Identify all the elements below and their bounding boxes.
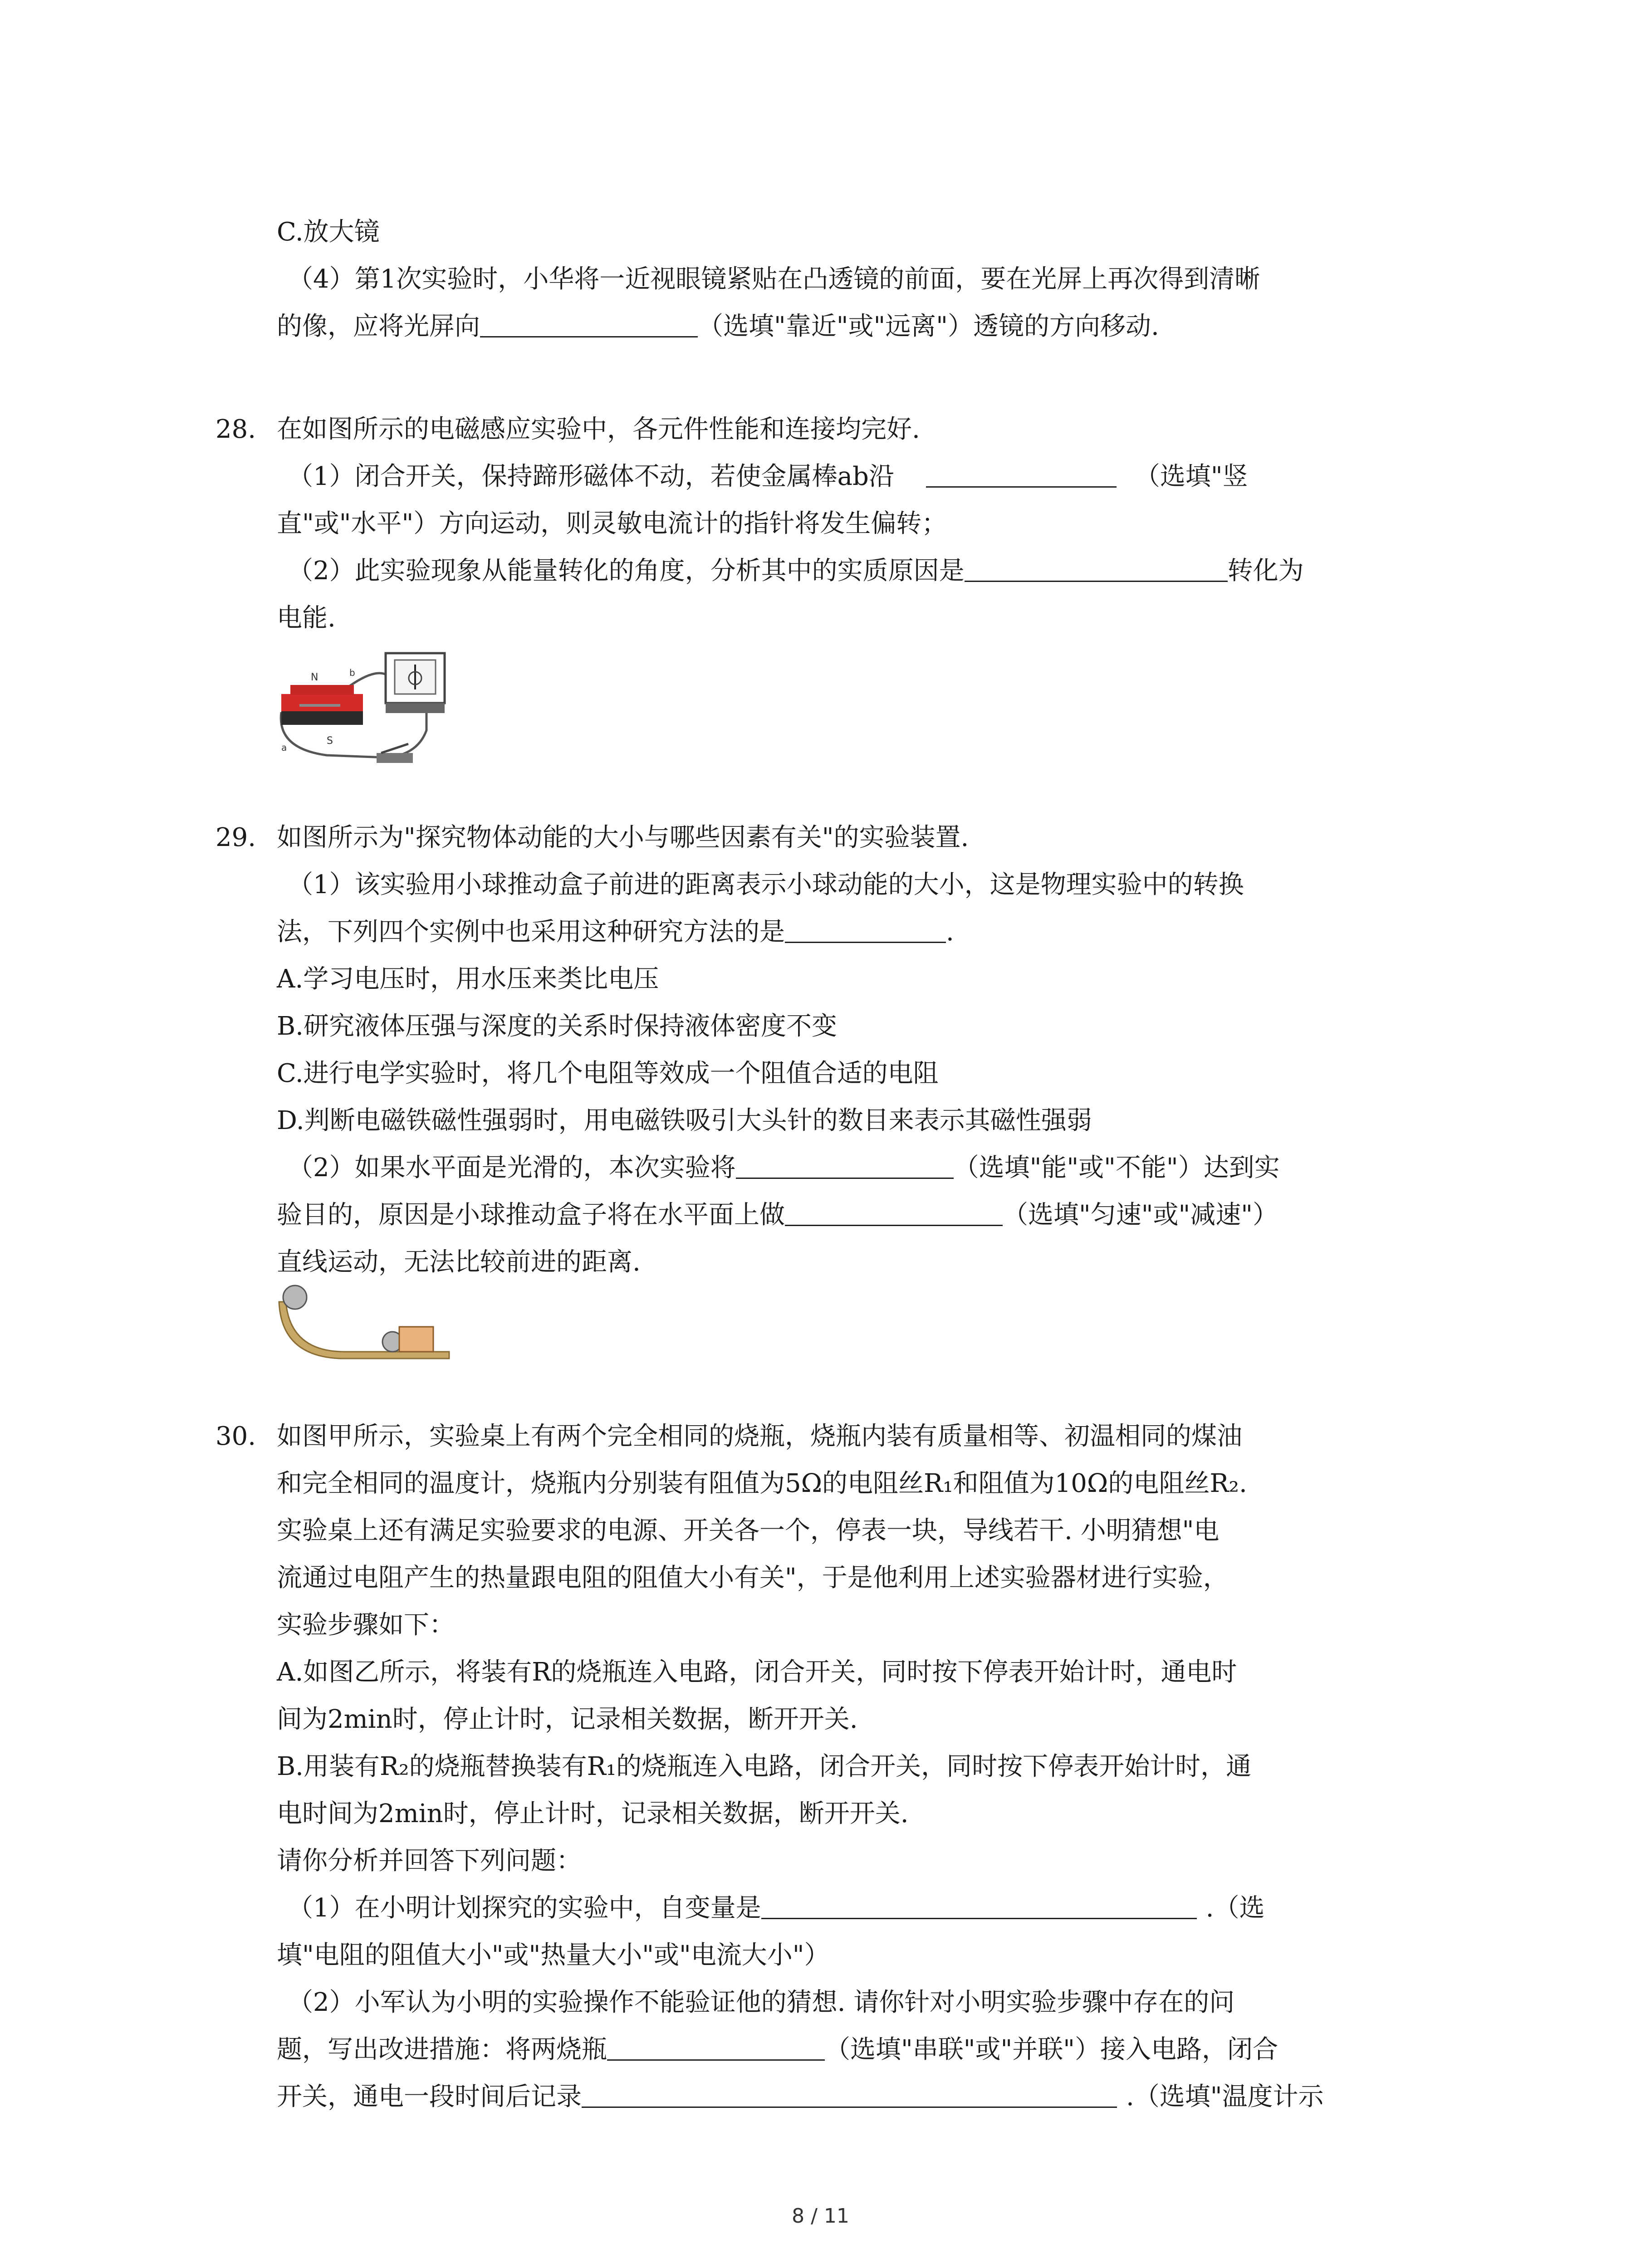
q28-part1-line2: 直"或"水平"）方向运动，则灵敏电流计的指针将发生偏转； bbox=[277, 509, 947, 538]
answer-blank[interactable] bbox=[965, 553, 1228, 582]
q29-option-a: A.学习电压时，用水压来类比电压 bbox=[277, 964, 659, 994]
q30-step-a2: 间为2min时，停止计时，记录相关数据，断开开关. bbox=[277, 1705, 858, 1734]
answer-blank[interactable] bbox=[785, 1198, 1003, 1226]
switch bbox=[377, 753, 413, 763]
answer-blank[interactable] bbox=[926, 459, 1117, 488]
answer-blank[interactable] bbox=[582, 2079, 1117, 2108]
q28-part1-line1: （1）闭合开关，保持蹄形磁体不动，若使金属棒ab沿 （选填"竖 bbox=[277, 453, 1304, 500]
q29-part2-line2: 验目的，原因是小球推动盒子将在水平面上做 （选填"匀速"或"减速"） bbox=[277, 1192, 1280, 1239]
magnet-south-pole bbox=[281, 711, 363, 725]
q30-part2-line3: 开关，通电一段时间后记录 .（选填"温度计示 bbox=[277, 2073, 1324, 2121]
q30-part2-line2: 题，写出改进措施：将两烧瓶 （选填"串联"或"并联"）接入电路，闭合 bbox=[277, 2026, 1324, 2073]
question-28 bbox=[216, 406, 1304, 642]
q27-part4-line1: （4）第1次实验时，小华将一近视眼镜紧贴在凸透镜的前面，要在光屏上再次得到清晰 bbox=[288, 264, 1260, 294]
top-section bbox=[277, 209, 1260, 350]
answer-blank[interactable] bbox=[480, 309, 698, 337]
answer-blank[interactable] bbox=[736, 1150, 954, 1179]
option-c: C.放大镜 bbox=[277, 217, 380, 247]
svg-text:b: b bbox=[349, 667, 355, 678]
q29-option-b: B.研究液体压强与深度的关系时保持液体密度不变 bbox=[277, 1012, 837, 1041]
q28-part2-line2: 电能. bbox=[277, 603, 336, 633]
question-30 bbox=[216, 1413, 1324, 2121]
q29-option-c: C.进行电学实验时，将几个电阻等效成一个阻值合适的电阻 bbox=[277, 1059, 939, 1088]
q30-line2: 和完全相同的温度计，烧瓶内分别装有阻值为5Ω的电阻丝R₁和阻值为10Ω的电阻丝R₂. bbox=[277, 1469, 1247, 1498]
q29-part1-line2: 法，下列四个实例中也采用这种研究方法的是 . bbox=[277, 909, 1280, 956]
q30-step-b1: B.用装有R₂的烧瓶替换装有R₁的烧瓶连入电路，闭合开关，同时按下停表开始计时，通 bbox=[277, 1752, 1252, 1781]
answer-blank[interactable] bbox=[607, 2032, 825, 2061]
q30-part1-line2: 填"电阻的阻值大小"或"热量大小"或"电流大小"） bbox=[277, 1941, 830, 1970]
magnet-north-pole bbox=[281, 694, 363, 712]
question-29 bbox=[216, 814, 1280, 1286]
q29-part2-line3: 直线运动，无法比较前进的距离. bbox=[277, 1247, 641, 1277]
q30-line3: 实验桌上还有满足实验要求的电源、开关各一个，停表一块，导线若干. 小明猜想"电 bbox=[277, 1516, 1220, 1545]
q30-line4: 流通过电阻产生的热量跟电阻的阻值大小有关"，于是他利用上述实验器材进行实验， bbox=[277, 1563, 1229, 1593]
ball bbox=[283, 1286, 307, 1309]
page-number: 8 / 11 bbox=[792, 2204, 849, 2228]
q29-part1-line1: （1）该实验用小球推动盒子前进的距离表示小球动能的大小，这是物理实验中的转换 bbox=[288, 870, 1244, 899]
q30-part2-line1: （2）小军认为小明的实验操作不能验证他的猜想. 请你针对小明实验步骤中存在的问 bbox=[288, 1988, 1235, 2017]
kinetic-energy-figure bbox=[272, 1284, 454, 1365]
q29-stem: 29. 如图所示为"探究物体动能的大小与哪些因素有关"的实验装置. bbox=[216, 823, 969, 852]
q27-part4-line2: 的像，应将光屏向 （选填"靠近"或"远离"）透镜的方向移动. bbox=[277, 303, 1260, 350]
q30-line5: 实验步骤如下： bbox=[277, 1610, 455, 1640]
q28-part2-line1: （2）此实验现象从能量转化的角度，分析其中的实质原因是 转化为 bbox=[277, 547, 1304, 595]
q30-part1-line1: （1）在小明计划探究的实验中，自变量是 .（选 bbox=[277, 1885, 1324, 1932]
electromagnetic-induction-figure bbox=[272, 644, 454, 780]
q30-step-b2: 电时间为2min时，停止计时，记录相关数据，断开开关. bbox=[277, 1799, 909, 1828]
svg-text:S: S bbox=[327, 735, 333, 747]
answer-blank[interactable] bbox=[785, 914, 946, 943]
q30-ask: 请你分析并回答下列问题： bbox=[277, 1846, 582, 1876]
q28-stem: 28. 在如图所示的电磁感应实验中，各元件性能和连接均完好. bbox=[216, 415, 920, 444]
q29-part2-line1: （2）如果水平面是光滑的，本次实验将 （选填"能"或"不能"）达到实 bbox=[277, 1144, 1280, 1192]
box bbox=[399, 1327, 433, 1352]
svg-text:a: a bbox=[281, 742, 287, 753]
q30-step-a1: A.如图乙所示，将装有R的烧瓶连入电路，闭合开关，同时按下停表开始计时，通电时 bbox=[277, 1657, 1237, 1687]
q29-option-d: D.判断电磁铁磁性强弱时，用电磁铁吸引大头针的数目来表示其磁性强弱 bbox=[277, 1106, 1092, 1135]
svg-text:N: N bbox=[311, 672, 318, 683]
q30-line1: 30. 如图甲所示，实验桌上有两个完全相同的烧瓶，烧瓶内装有质量相等、初温相同的煤油 bbox=[216, 1422, 1242, 1451]
answer-blank[interactable] bbox=[761, 1891, 1197, 1919]
